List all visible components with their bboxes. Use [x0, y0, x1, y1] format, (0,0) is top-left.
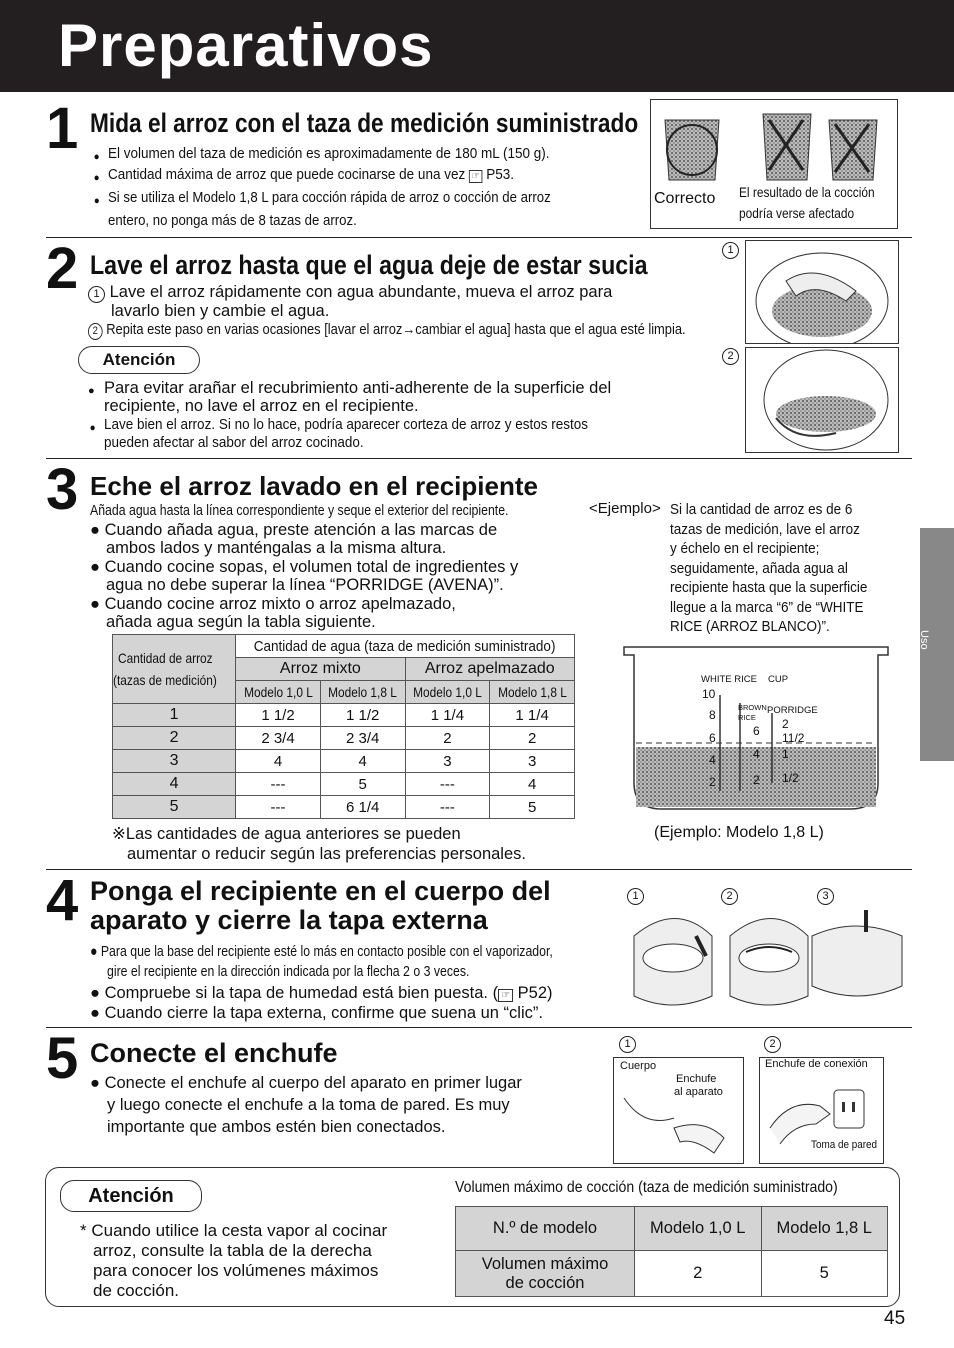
step2-attention-1-cont: recipiente, no lave el arroz en el recipiente.	[104, 397, 419, 415]
wash-rice-illustration-1	[746, 241, 898, 343]
pot-brown-rice-2: RICE	[738, 713, 756, 722]
fig-label-3: 3	[817, 888, 834, 905]
divider	[46, 1027, 912, 1028]
water-amount-table	[112, 634, 575, 819]
step2-item-1-cont: lavarlo bien y cambie el agua.	[111, 302, 330, 320]
brown-mark: 4	[753, 747, 760, 761]
water-amount-header: Cantidad de agua (taza de medición suministrado)	[236, 635, 575, 658]
step2-attention-1: ● Para evitar arañar el recubrimiento anti-adherente de la superficie del	[104, 379, 611, 398]
pot-cup: CUP	[768, 674, 789, 685]
attention-tag: Atención	[78, 346, 200, 374]
step4-bullet-1: ● Para que la base del recipiente esté lo más en contacto posible con el vaporizador,	[90, 943, 553, 960]
example-line: RICE (ARROZ BLANCO)”.	[670, 618, 830, 635]
wrong-label-1: El resultado de la cocción	[739, 184, 875, 200]
max-volume-10: 2	[635, 1251, 762, 1297]
max-volume-label: Volumen máximo de cocción	[456, 1251, 635, 1297]
section-tab-label: Uso	[918, 630, 930, 650]
step2-attention-2: ● Lave bien el arroz. Si no lo hace, podría aparecer corteza de arroz y estos restos	[104, 416, 588, 434]
porridge-mark: 1/2	[782, 771, 799, 785]
page-title: Preparativos	[58, 12, 434, 79]
step-number-1: 1	[46, 96, 79, 161]
fig-label-2: 2	[764, 1036, 781, 1053]
wash-rice-illustration-2	[746, 348, 898, 452]
attention-box-tag: Atención	[60, 1180, 202, 1212]
wrong-label-2: podría verse afectado	[739, 205, 855, 221]
attention-line-1: * Cuando utilice la cesta vapor al cocinar	[80, 1221, 388, 1240]
pot-brown-rice-1: BROWN	[738, 703, 767, 712]
fig-label-1: 1	[722, 242, 739, 259]
white-mark: 10	[702, 687, 716, 701]
table-row: 4 --- 5 --- 4	[113, 773, 575, 796]
porridge-mark: 1	[782, 747, 789, 761]
table-row: 2 2 3/4 2 3/4 2 2	[113, 727, 575, 750]
fig-label-2: 2	[721, 888, 738, 905]
wall-outlet-label: Toma de pared	[811, 1139, 878, 1151]
step2-item-1: 1 Lave el arroz rápidamente con agua abundante, mueva el arroz para	[88, 283, 612, 303]
page-number: 45	[884, 1308, 906, 1329]
white-mark: 4	[709, 753, 716, 767]
model-10-header: Modelo 1,0 L	[635, 1207, 762, 1251]
step1-title: Mida el arroz con el taza de medición suministrado	[90, 108, 639, 138]
step4-title-2: aparato y cierre la tapa externa	[90, 905, 488, 935]
wash-rice-figure-2	[745, 347, 899, 453]
example-line: Si la cantidad de arroz es de 6	[670, 501, 853, 518]
step2-item-2-num: 2	[88, 323, 103, 340]
step-number-3: 3	[46, 457, 79, 522]
fig-label-1: 1	[627, 888, 644, 905]
step3-title: Eche el arroz lavado en el recipiente	[90, 471, 538, 501]
porridge-mark: 11/2	[782, 731, 805, 745]
divider	[46, 458, 912, 459]
divider	[46, 237, 912, 238]
step1-bullet-3: ● Si se utiliza el Modelo 1,8 L para cocción rápida de arroz o cocción de arroz	[108, 189, 551, 207]
step4-ref: P52)	[517, 984, 553, 1002]
model-number-header: N.º de modelo	[456, 1207, 635, 1251]
insert-pot-illustration	[626, 906, 912, 1014]
step3-bullet-2: ● Cuando cocine sopas, el volumen total de ingredientes y	[90, 558, 519, 576]
white-mark: 2	[709, 775, 716, 789]
rice-amount-header: Cantidad de arroz (tazas de medición)	[113, 635, 236, 704]
table-row: 3 4 4 3 3	[113, 750, 575, 773]
step2-item-2: 2 Repita este paso en varias ocasiones [lavar el arroz→cambiar el agua] hasta que el agua esté limpia.	[88, 321, 686, 340]
step2-attention-2-cont: pueden afectar al sabor del arroz cocinado.	[104, 434, 364, 451]
insert-pot-figures	[626, 906, 912, 1014]
table-note-1: ※Las cantidades de agua anteriores se pueden	[112, 825, 461, 843]
step5-line-1: ● Conecte el enchufe al cuerpo del aparato en primer lugar	[90, 1074, 522, 1092]
plug-body-label: Cuerpo	[620, 1060, 657, 1072]
cooking-volume-table	[455, 1206, 888, 1297]
step5-title: Conecte el enchufe	[90, 1038, 338, 1068]
brown-mark: 2	[753, 773, 760, 787]
example-line: seguidamente, añada agua al	[670, 559, 848, 577]
step3-bullet-3: ● Cuando cocine arroz mixto o arroz apelmazado,	[90, 595, 456, 613]
table-row: 5 --- 6 1/4 --- 5	[113, 796, 575, 819]
step1-bullet-1: ● El volumen del taza de medición es aproximadamente de 180 mL (150 g).	[108, 145, 550, 163]
pot-caption: (Ejemplo: Modelo 1,8 L)	[654, 824, 824, 841]
attention-line-2: arroz, consulte la tabla de la derecha	[93, 1241, 372, 1260]
fig-label-1: 1	[619, 1036, 636, 1053]
example-line: tazas de medición, lave el arroz	[670, 520, 860, 538]
example-line: recipiente hasta que la superficie	[670, 579, 868, 596]
fig-label-2: 2	[722, 348, 739, 365]
white-mark: 6	[709, 731, 716, 745]
porridge-mark: 2	[782, 717, 789, 731]
max-volume-18: 5	[761, 1251, 888, 1297]
sticky-rice-header: Arroz apelmazado	[405, 658, 574, 681]
step2-item-1-num: 1	[88, 286, 105, 303]
model-header: Modelo 1,8 L	[320, 681, 405, 704]
step1-bullet-3-cont: entero, no ponga más de 8 tazas de arroz.	[108, 212, 357, 229]
page-ref-icon: ☞	[469, 170, 482, 183]
brown-mark: 6	[753, 724, 760, 738]
step3-bullet-3-cont: añada agua según la tabla siguiente.	[106, 613, 376, 631]
pot-white-rice: WHITE RICE	[701, 674, 757, 685]
pot-porridge: PORRIDGE	[767, 705, 818, 716]
example-line: y échelo en el recipiente;	[670, 540, 820, 557]
cooking-volume-title: Volumen máximo de cocción (taza de medición suministrado)	[455, 1179, 838, 1196]
plug-label-1: Enchufe	[676, 1073, 717, 1085]
page-ref-icon: ☞	[498, 989, 513, 1002]
step3-bullet-1-cont: ambos lados y manténgalas a la misma altura.	[106, 539, 447, 557]
step-number-5: 5	[46, 1026, 79, 1091]
step4-title-1: Ponga el recipiente en el cuerpo del	[90, 876, 551, 906]
attention-line-4: de cocción.	[93, 1281, 179, 1300]
table-row: 1 1 1/2 1 1/2 1 1/4 1 1/4	[113, 704, 575, 727]
step4-bullet-2: ● Compruebe si la tapa de humedad está bien puesta. ( ☞ P52)	[90, 984, 553, 1002]
correct-label: Correcto	[654, 190, 716, 207]
example-label: <Ejemplo>	[589, 500, 661, 517]
example-line: llegue a la marca “6” de “WHITE	[670, 598, 864, 616]
step3-bullet-2-cont: agua no debe superar la línea “PORRIDGE (AVENA)”.	[106, 576, 504, 594]
model-header: Modelo 1,0 L	[236, 681, 321, 704]
connection-plug-label: Enchufe de conexión	[765, 1058, 868, 1070]
step1-ref: P53.	[486, 166, 514, 183]
step-number-2: 2	[46, 236, 79, 301]
step3-intro: Añada agua hasta la línea correspondiente y seque el exterior del recipiente.	[90, 502, 509, 519]
white-mark: 8	[709, 708, 716, 722]
divider	[46, 869, 912, 870]
example-text	[670, 500, 889, 637]
step-number-4: 4	[46, 868, 79, 933]
attention-line-3: para conocer los volúmenes máximos	[93, 1261, 379, 1280]
mixed-rice-header: Arroz mixto	[236, 658, 405, 681]
step5-line-2: y luego conecte el enchufe a la toma de pared. Es muy	[107, 1096, 510, 1114]
model-header: Modelo 1,0 L	[405, 681, 490, 704]
step1-bullet-2: ● Cantidad máxima de arroz que puede cocinarse de una vez ☞ P53.	[108, 166, 514, 186]
plug-label-2: al aparato	[674, 1086, 723, 1098]
step4-bullet-3: ● Cuando cierre la tapa externa, confirme que suena un “clic”.	[90, 1004, 543, 1022]
model-18-header: Modelo 1,8 L	[761, 1207, 888, 1251]
step4-bullet-1-cont: gire el recipiente en la dirección indicada por la flecha 2 o 3 veces.	[107, 963, 470, 980]
step3-bullet-1: ● Cuando añada agua, preste atención a las marcas de	[90, 521, 498, 539]
wash-rice-figure-1	[745, 240, 899, 344]
table-note-2: aumentar o reducir según las preferencias personales.	[127, 845, 526, 863]
step2-title: Lave el arroz hasta que el agua deje de estar sucia	[90, 250, 648, 280]
model-header: Modelo 1,8 L	[490, 681, 575, 704]
step5-line-3: importante que ambos estén bien conectados.	[107, 1118, 446, 1136]
